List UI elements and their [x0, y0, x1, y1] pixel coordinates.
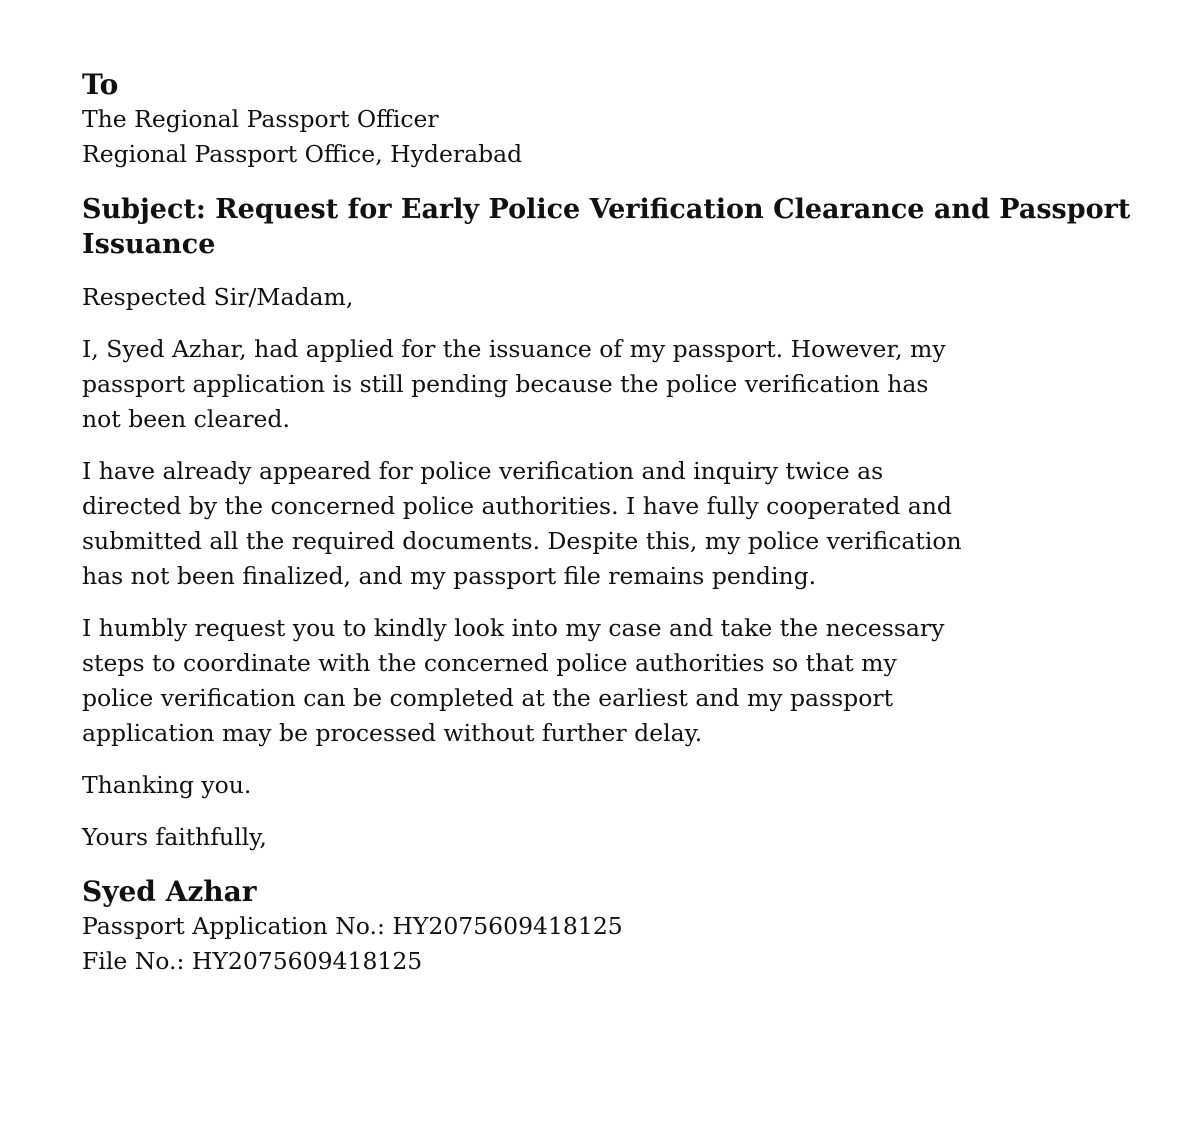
- letter: [82, 68, 1182, 979]
- salutation: Respected Sir/Madam,: [82, 283, 354, 311]
- body-paragraph-1: I, Syed Azhar, had applied for the issuance of my passport. However, my passport application is still pending because the police verification has not been cleared.: [82, 335, 946, 433]
- file-number: File No.: HY2075609418125: [82, 947, 423, 975]
- body-paragraph-2: I have already appeared for police verification and inquiry twice as directed by the concerned police authorities. I have fully cooperated and submitted all the required documents. Despite this, my police verification has not been finalized, and my passport file remains pending.: [82, 457, 962, 590]
- signature-name: Syed Azhar: [82, 875, 257, 908]
- recipient-office: Regional Passport Office, Hyderabad: [82, 140, 523, 168]
- body-paragraph-3: I humbly request you to kindly look into my case and take the necessary steps to coordinate with the concerned police authorities so that my police verification can be completed at the earliest and my passport application may be processed without further delay.: [82, 614, 945, 747]
- closing-thanks: Thanking you.: [82, 771, 252, 799]
- recipient-heading: To: [82, 68, 119, 101]
- passport-application-number: Passport Application No.: HY2075609418125: [82, 912, 623, 940]
- subject-line: Subject: Request for Early Police Verification Clearance and Passport Issuance: [82, 194, 1131, 260]
- closing-sign-off: Yours faithfully,: [82, 823, 267, 851]
- recipient-title: The Regional Passport Officer: [82, 105, 439, 133]
